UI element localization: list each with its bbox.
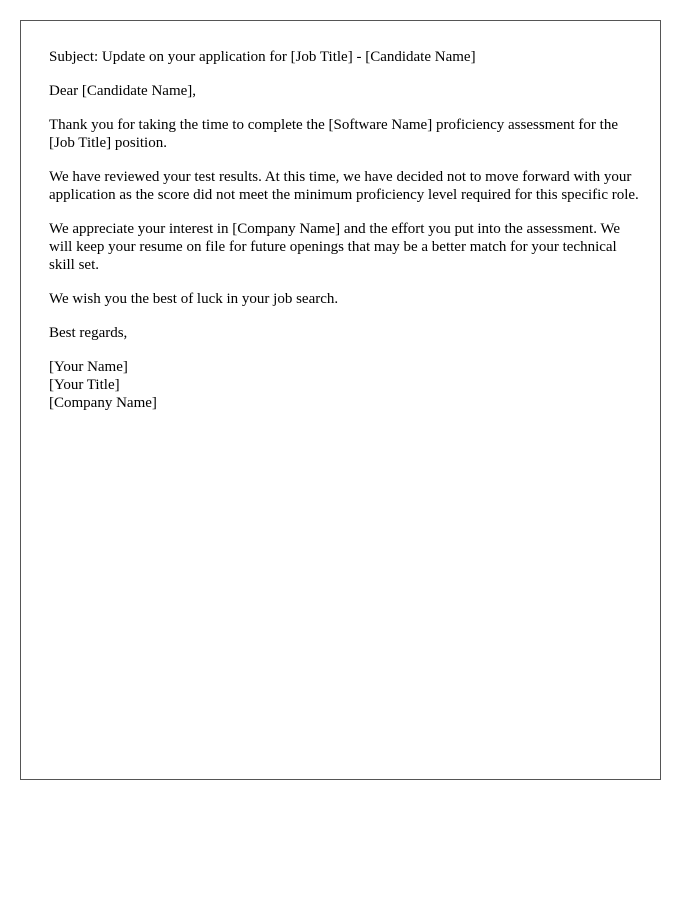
paragraph-appreciation: We appreciate your interest in [Company Name] and the effort you put into the assessment. We will keep your resume on file for future openings that may be a better match for your technical skill set. (49, 221, 621, 273)
signature-company: [Company Name] (49, 395, 157, 411)
letter-frame (20, 20, 661, 780)
paragraph-decision: We have reviewed your test results. At this time, we have decided not to move forward with your application as the score did not meet the minimum proficiency level required for this specific role. (49, 169, 639, 203)
signature-block (49, 358, 639, 412)
paragraph-wish: We wish you the best of luck in your job search. (49, 291, 339, 307)
salutation: Dear [Candidate Name], (49, 83, 197, 99)
closing: Best regards, (49, 325, 128, 341)
signature-name: [Your Name] (49, 359, 128, 375)
letter-body (49, 48, 639, 412)
subject-line: Subject: Update on your application for [Job Title] - [Candidate Name] (49, 49, 476, 65)
paragraph-intro: Thank you for taking the time to complete the [Software Name] proficiency assessment for the [Job Title] position. (49, 117, 618, 151)
signature-title: [Your Title] (49, 377, 120, 393)
